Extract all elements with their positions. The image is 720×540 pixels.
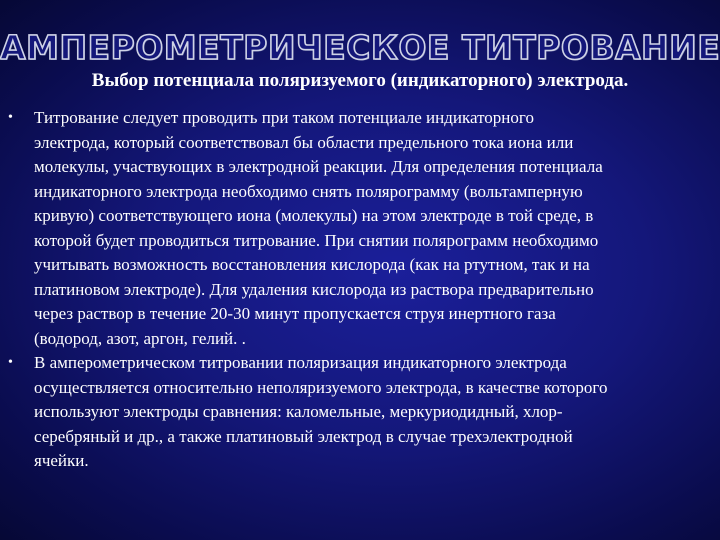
bullet-list [8,106,716,474]
bullet-item [8,106,716,351]
slide-title: АМПЕРОМЕТРИЧЕСКОЕ ТИТРОВАНИЕ [0,28,720,67]
bullet-item [8,351,716,474]
bullet-text: Титрование следует проводить при таком потенциале индикаторного электрода, который соответствовал бы области предельного тока иона или молекулы, участвующих в электродной реакции. Для определения потенциала индикаторного электрода необходимо снять полярограмму (вольтамперную кривую) соответствующего иона (молекулы) на этом электроде в той среде, в которой будет проводиться титрование. При снятии полярограмм необходимо учитывать возможность восстановления кислорода (как на ртутном, так и на платиновом электроде). Для удаления кислорода из раствора предварительно через раствор в течение 20-30 минут пропускается струя инертного газа (водород, азот, аргон, гелий. . [34,108,603,348]
bullet-marker-icon: • [8,110,13,125]
slide-subtitle: Выбор потенциала поляризуемого (индикаторного) электрода. [91,70,629,91]
bullet-text: В амперометрическом титровании поляризация индикаторного электрода осуществляется относительно неполяризуемого электрода, в качестве которого используют электроды сравнения: каломельные, меркуриодидный, хлор- серебряный и др., а также платиновый электрод в случае трехэлектродной ячейки. [34,353,608,470]
bullet-marker-icon: • [8,355,13,370]
